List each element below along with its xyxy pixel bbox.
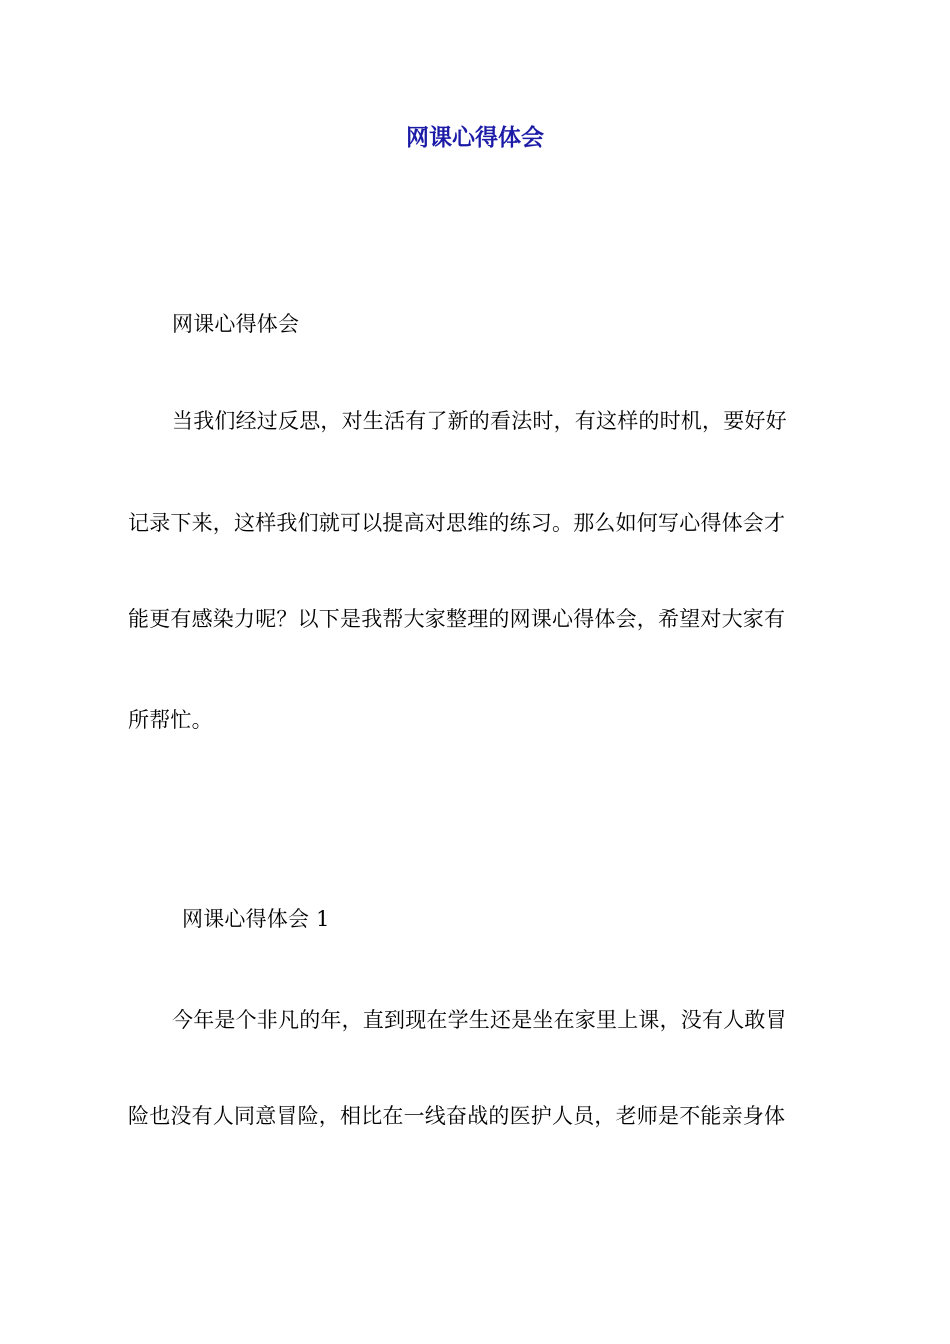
intro-line-2: 记录下来，这样我们就可以提高对思维的练习。那么如何写心得体会才 xyxy=(128,511,786,535)
intro-line-3: 能更有感染力呢？以下是我帮大家整理的网课心得体会，希望对大家有 xyxy=(128,607,786,631)
section1-line-1: 今年是个非凡的年，直到现在学生还是坐在家里上课，没有人敢冒 xyxy=(172,1008,787,1032)
section1-heading: 网课心得体会 1 xyxy=(182,907,330,931)
intro-line-4: 所帮忙。 xyxy=(128,708,213,732)
section1-line-2: 险也没有人同意冒险，相比在一线奋战的医护人员，老师是不能亲身体 xyxy=(128,1104,786,1128)
document-title: 网课心得体会 xyxy=(406,125,544,151)
intro-heading: 网课心得体会 xyxy=(172,312,300,336)
intro-line-1: 当我们经过反思，对生活有了新的看法时，有这样的时机，要好好 xyxy=(172,409,787,433)
